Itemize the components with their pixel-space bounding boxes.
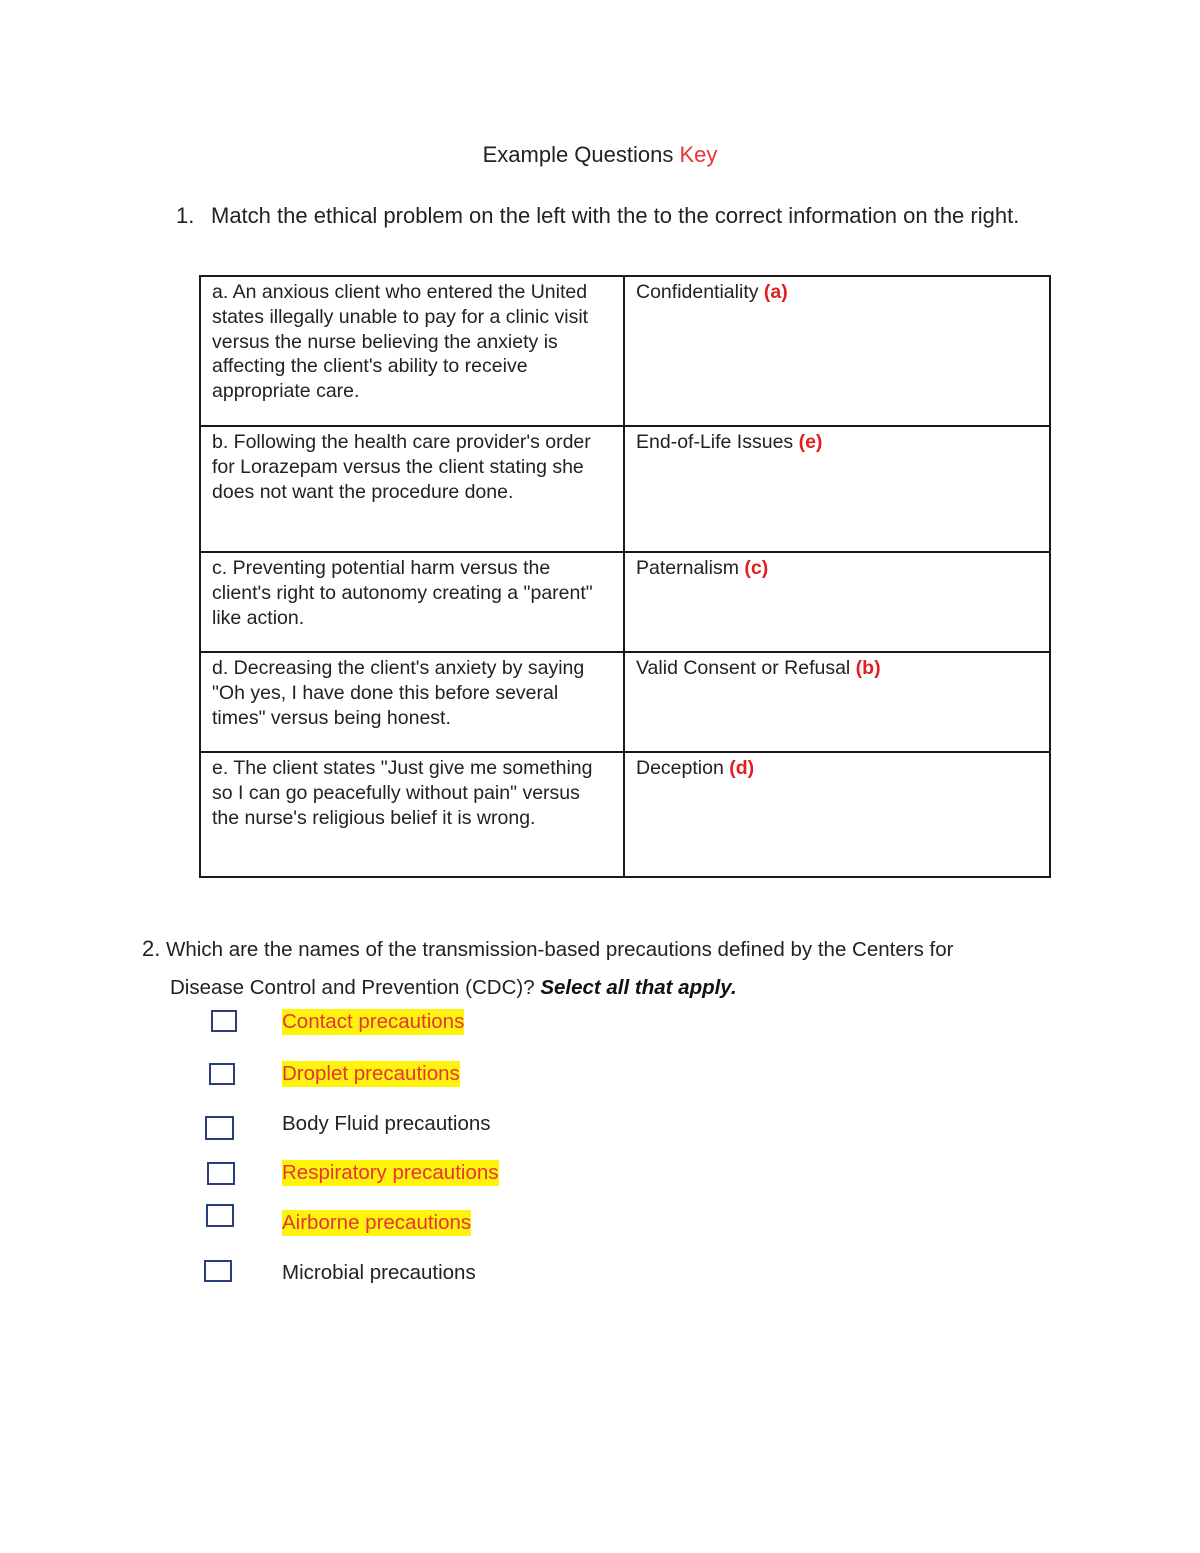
answer-letter: (d): [729, 757, 755, 779]
concept-label: Valid Consent or Refusal: [636, 657, 856, 679]
answer-letter: (c): [744, 557, 769, 579]
question-1-number: 1.: [176, 203, 195, 228]
select-all-instruction: Select all that apply.: [540, 976, 737, 999]
concept-label: Deception: [636, 757, 730, 779]
option-item: [0, 1008, 1200, 1048]
table-row: [200, 652, 1050, 752]
concept-cell: [624, 276, 1050, 426]
concept-label: End-of-Life Issues: [636, 431, 799, 453]
question-2-line-1: [142, 930, 1042, 969]
matching-table: [199, 275, 1051, 878]
option-label-body-fluid: Body Fluid precautions: [282, 1112, 491, 1135]
ethical-problem-cell: c. Preventing potential harm versus the client's right to autonomy creating a "parent" like action.: [200, 552, 624, 652]
option-item: [0, 1159, 1200, 1199]
question-2-prompt: Which are the names of the transmission-based precautions defined by the Centers for: [160, 938, 954, 961]
option-item: [0, 1202, 1200, 1242]
answer-letter: (b): [855, 657, 881, 679]
title-text: Example Questions: [482, 142, 680, 167]
concept-cell: [624, 652, 1050, 752]
option-item: [0, 1110, 1200, 1150]
option-label-microbial: Microbial precautions: [282, 1261, 476, 1284]
ethical-problem-cell: a. An anxious client who entered the United states illegally unable to pay for a clinic visit versus the nurse believing the anxiety is affecting the client's ability to receive appropriate care.: [200, 276, 624, 426]
option-item: [0, 1258, 1200, 1298]
answer-letter: (a): [763, 281, 788, 303]
ethical-problem-cell: e. The client states "Just give me something so I can go peacefully without pain" versus the nurse's religious belief it is wrong.: [200, 752, 624, 877]
table-row: [200, 276, 1050, 426]
page-title: [0, 142, 1200, 168]
question-2-prompt-cont: Disease Control and Prevention (CDC)?: [170, 976, 541, 999]
option-label-contact: Contact precautions: [282, 1010, 465, 1033]
table-row: [200, 552, 1050, 652]
option-label-respiratory: Respiratory precautions: [282, 1161, 499, 1184]
title-key: Key: [679, 142, 718, 167]
concept-cell: [624, 752, 1050, 877]
checkbox-droplet[interactable]: [209, 1063, 235, 1085]
option-label-droplet: Droplet precautions: [282, 1062, 460, 1085]
checkbox-body-fluid[interactable]: [205, 1116, 234, 1140]
concept-label: Paternalism: [636, 557, 745, 579]
ethical-problem-cell: d. Decreasing the client's anxiety by saying "Oh yes, I have done this before several times" versus being honest.: [200, 652, 624, 752]
checkbox-contact[interactable]: [211, 1010, 237, 1032]
option-label-airborne: Airborne precautions: [282, 1211, 472, 1234]
question-2: [142, 930, 1042, 1007]
checkbox-microbial[interactable]: [204, 1260, 232, 1282]
table-row: [200, 426, 1050, 552]
checkbox-respiratory[interactable]: [207, 1162, 235, 1185]
concept-cell: [624, 552, 1050, 652]
option-item: [0, 1060, 1200, 1100]
answer-letter: (e): [798, 431, 823, 453]
concept-label: Confidentiality: [636, 281, 764, 303]
ethical-problem-cell: b. Following the health care provider's order for Lorazepam versus the client stating she does not want the procedure done.: [200, 426, 624, 552]
question-2-number: 2.: [142, 936, 161, 961]
table-row: [200, 752, 1050, 877]
question-2-line-2: [142, 969, 1042, 1007]
concept-cell: [624, 426, 1050, 552]
checkbox-airborne[interactable]: [206, 1204, 234, 1227]
question-1-prompt: Match the ethical problem on the left with the to the correct information on the right.: [211, 203, 1020, 228]
